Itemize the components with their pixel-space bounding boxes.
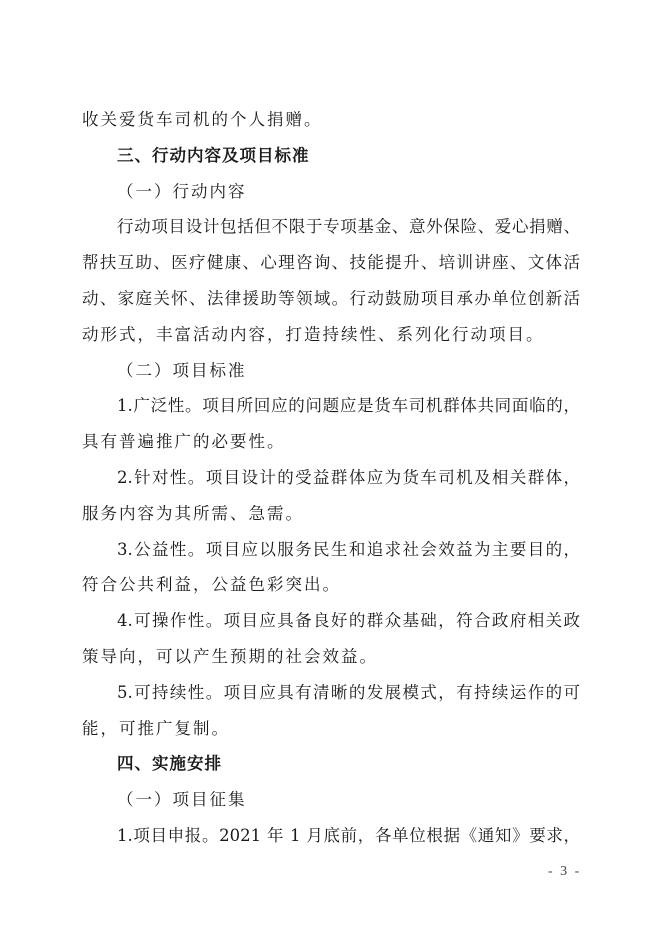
text-line: 具有普遍推广的必要性。 (82, 432, 286, 452)
text-line: 2.针对性。项目设计的受益群体应为货车司机及相关群体， (117, 467, 580, 487)
text-line: 5.可持续性。项目应具有清晰的发展模式，有持续运作的可 (117, 682, 580, 702)
text-line: 1.广泛性。项目所回应的问题应是货车司机群体共同面临的， (117, 396, 580, 416)
subsection-heading: （一）项目征集 (117, 790, 247, 810)
text-line: 帮扶互助、医疗健康、心理咨询、技能提升、培训讲座、文体活 (82, 253, 580, 273)
text-line: 3.公益性。项目应以服务民生和追求社会效益为主要目的， (117, 539, 580, 559)
subsection-heading: （二）项目标准 (117, 360, 247, 380)
text-line: 能，可推广复制。 (82, 718, 230, 738)
subsection-heading: （一）行动内容 (117, 181, 247, 201)
text-line: 1.项目申报。2021 年 1 月底前，各单位根据《通知》要求， (117, 825, 580, 845)
text-line: 4.可操作性。项目应具备良好的群众基础，符合政府相关政 (117, 611, 580, 631)
text-line: 策导向，可以产生预期的社会效益。 (82, 646, 378, 666)
text-line: 服务内容为其所需、急需。 (82, 503, 304, 523)
text-line: 行动项目设计包括但不限于专项基金、意外保险、爱心捐赠、 (117, 217, 580, 237)
section-heading: 三、行动内容及项目标准 (117, 145, 310, 165)
text-line: 收关爱货车司机的个人捐赠。 (82, 110, 323, 129)
text-line: 动、家庭关怀、法律援助等领域。行动鼓励项目承办单位创新活 (82, 288, 580, 308)
text-line: 符合公共利益，公益色彩突出。 (82, 575, 341, 595)
page-number: - 3 - (548, 864, 582, 879)
document-body (82, 102, 580, 854)
text-line: 动形式，丰富活动内容，打造持续性、系列化行动项目。 (82, 324, 545, 344)
section-heading: 四、实施安排 (117, 754, 222, 774)
